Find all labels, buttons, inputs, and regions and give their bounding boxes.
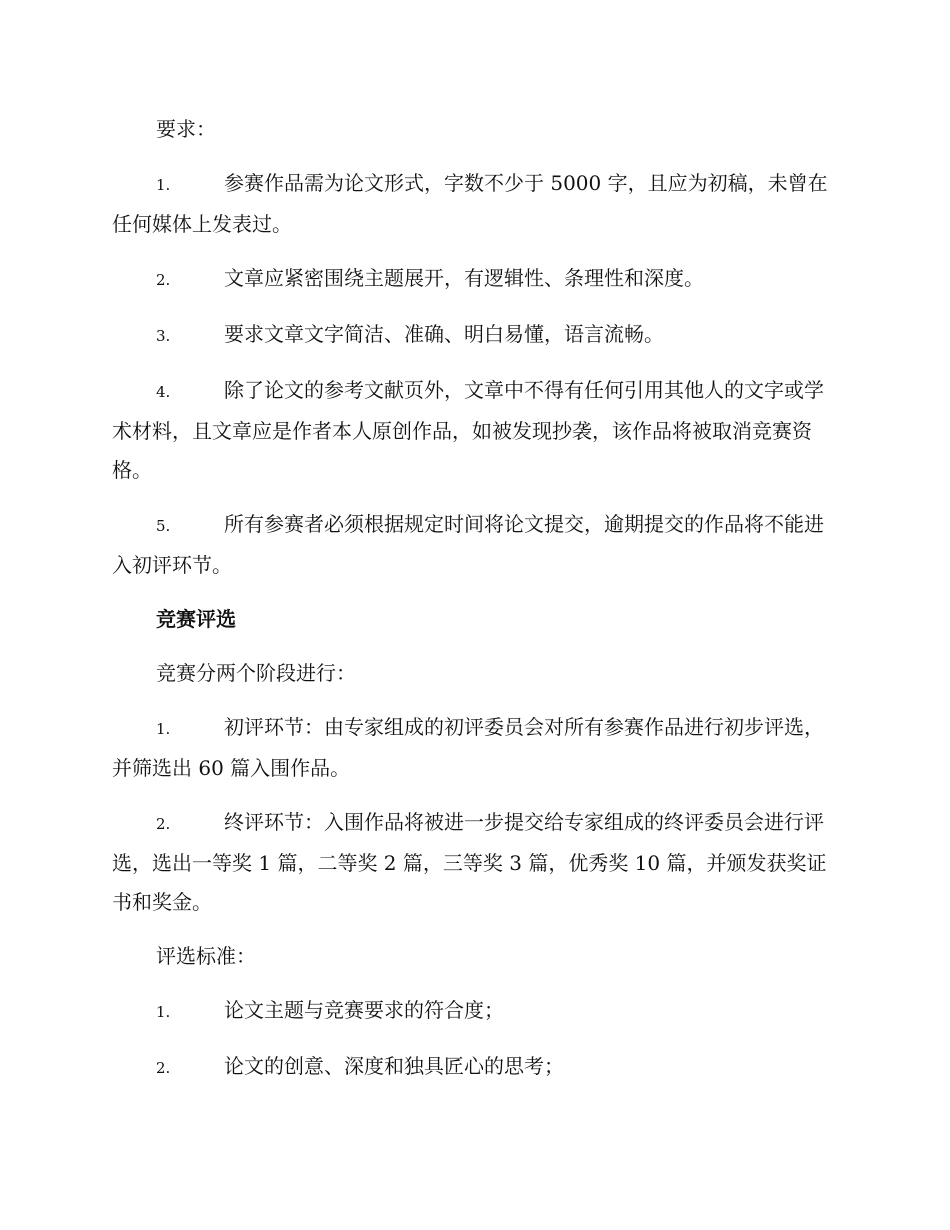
requirements-intro: 要求： — [156, 117, 216, 141]
list-item-text: 要求文章文字简洁、准确、明白易懂，语言流畅。 — [224, 322, 664, 346]
list-item-text: 参赛作品需为论文形式，字数不少于 5000 字，且应为初稿，未曾在任何媒体上发表过。 — [112, 171, 828, 236]
list-item — [112, 708, 838, 788]
stages-intro: 竞赛分两个阶段进行： — [156, 661, 356, 685]
section-heading: 竞赛评选 — [156, 607, 236, 631]
list-item-text: 论文主题与竞赛要求的符合度； — [224, 998, 504, 1022]
list-number: 1. — [156, 720, 171, 738]
document-page — [112, 110, 838, 1103]
list-item — [112, 505, 838, 585]
list-item — [112, 259, 838, 300]
list-number: 3. — [156, 327, 171, 345]
list-item-text: 文章应紧密围绕主题展开，有逻辑性、条理性和深度。 — [224, 266, 704, 290]
list-number: 4. — [156, 383, 171, 401]
list-number: 1. — [156, 1003, 171, 1021]
list-item-text: 除了论文的参考文献页外，文章中不得有任何引用其他人的文字或学术材料，且文章应是作者本人原创作品，如被发现抄袭，该作品将被取消竞赛资格。 — [112, 378, 824, 482]
list-item-text: 论文的创意、深度和独具匠心的思考； — [224, 1054, 564, 1078]
list-item — [112, 164, 838, 244]
list-item — [112, 1047, 838, 1088]
list-item-text: 所有参赛者必须根据规定时间将论文提交，逾期提交的作品将不能进入初评环节。 — [112, 512, 824, 577]
list-item-text: 终评环节：入围作品将被进一步提交给专家组成的终评委员会进行评选，选出一等奖 1 篇，二等奖 2 篇，三等奖 3 篇，优秀奖 10 篇，并颁发获奖证书和奖金。 — [112, 810, 827, 914]
list-item — [112, 315, 838, 356]
list-item — [112, 991, 838, 1032]
list-item-text: 初评环节：由专家组成的初评委员会对所有参赛作品进行初步评选，并筛选出 60 篇入围作品。 — [112, 715, 824, 780]
list-number: 2. — [156, 815, 171, 833]
list-item — [112, 803, 838, 922]
list-number: 1. — [156, 176, 171, 194]
list-number: 2. — [156, 1059, 171, 1077]
list-number: 5. — [156, 517, 171, 535]
criteria-intro: 评选标准： — [156, 944, 256, 968]
list-item — [112, 371, 838, 490]
list-number: 2. — [156, 271, 171, 289]
